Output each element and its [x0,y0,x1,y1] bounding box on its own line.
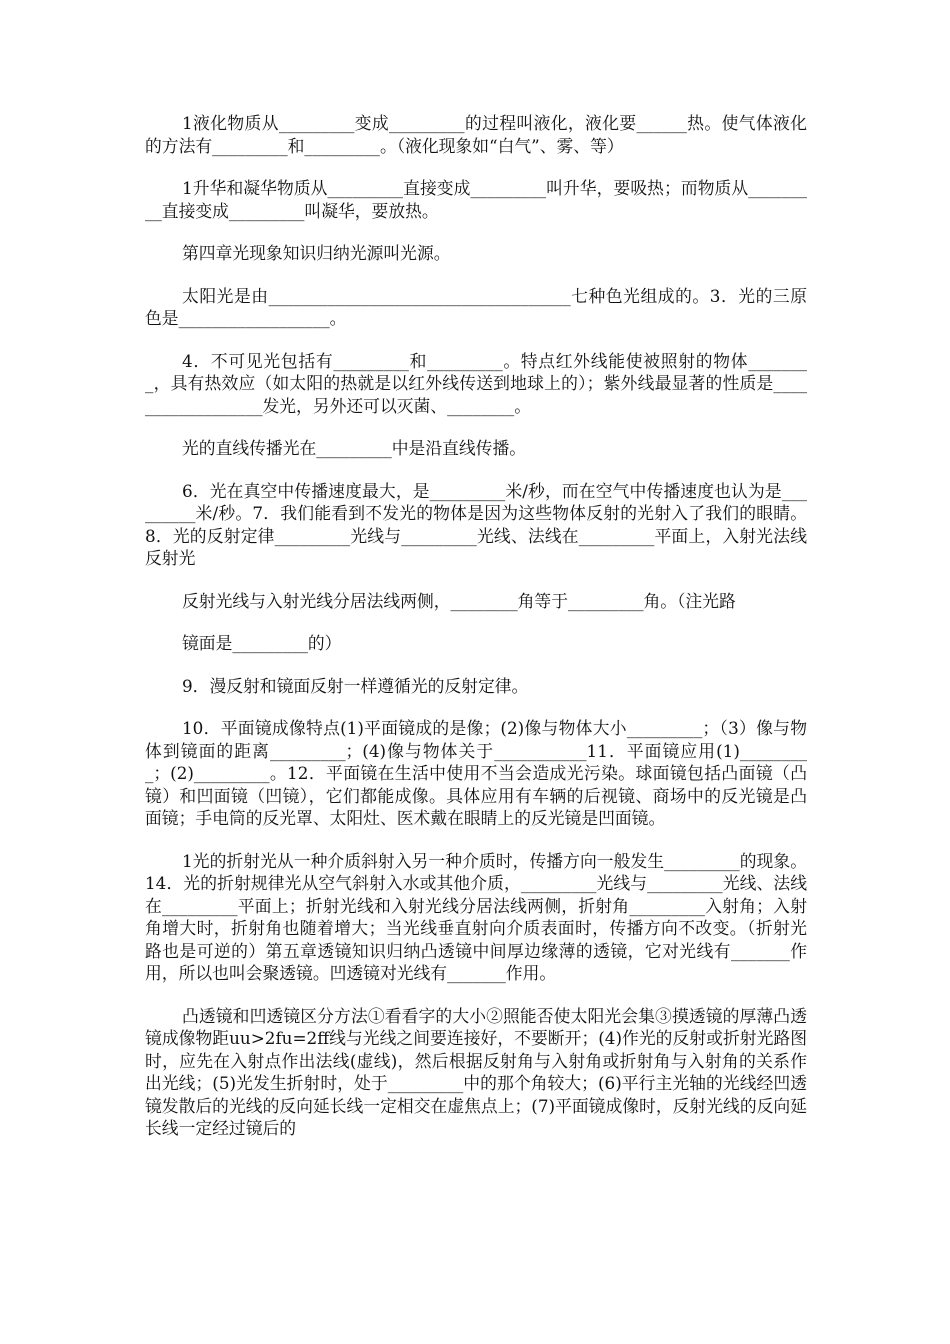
paragraph-light-speed-reflection: 6．光在真空中传播速度最大，是_________米/秒，而在空气中传播速度也认为是_________米/秒。7．我们能看到不发光的物体是因为这些物体反射的光射入了我们的眼睛。8．光的反射定律_________光线与_________光线、法线在_________平面上，入射光法线反射光 [145,480,807,568]
paragraph-diffuse-reflection: 9．漫反射和镜面反射一样遵循光的反射定律。 [182,675,529,696]
paragraph-invisible-light: 4．不可见光包括有_________和_________。特点红外线能使被照射的物体________，具有热效应（如太阳的热就是以红外线传送到地球上的）；紫外线最显著的性质是__________________发光，另外还可以灭菌、________。 [145,350,807,416]
paragraph-sunlight-colors: 太阳光是由____________________________________七种色光组成的。3．光的三原色是__________________。 [145,285,807,328]
paragraph-straight-propagation: 光的直线传播光在_________中是沿直线传播。 [182,438,527,458]
document-page [145,112,807,1160]
paragraph-liquefaction: 1液化物质从_________变成_________的过程叫液化，液化要______热。使气体液化的方法有_________和_________。（液化现象如“白气”、雾、等） [145,113,807,156]
paragraph-chapter4-light-source: 第四章光现象知识归纳光源叫光源。 [182,243,451,263]
paragraph-sublimation: 1升华和凝华物质从_________直接变成_________叫升华，要吸热；而物质从_________直接变成_________叫凝华，要放热。 [145,178,807,221]
paragraph-reflection-angles: 反射光线与入射光线分居法线两侧，________角等于_________角。（注光路 [182,590,736,611]
paragraph-refraction-lenses: 1光的折射光从一种介质斜射入另一种介质时，传播方向一般发生_________的现象。14．光的折射规律光从空气斜射入水或其他介质，_________光线与_________光线、法线在_________平面上；折射光线和入射光线分居法线两侧，折射角_________入射角；入射角增大时，折射角也随着增大；当光线垂直射向介质表面时，传播方向不改变。（折射光路也是可逆的）第五章透镜知识归纳凸透镜中间厚边缘薄的透镜，它对光线有_______作用，所以也叫会聚透镜。凹透镜对光线有_______作用。 [145,850,807,983]
paragraph-mirror-surface: 镜面是_________的） [182,633,342,653]
paragraph-plane-mirror: 10．平面镜成像特点(1)平面镜成的是像；(2)像与物体大小_________；（3）像与物体到镜面的距离_________；(4)像与物体关于___________11．平面镜应用(1)_________；(2)_________。12．平面镜在生活中使用不当会造成光污染。球面镜包括凸面镜（凸镜）和凹面镜（凹镜），它们都能成像。具体应用有车辆的后视镜、商场中的反光镜是凸面镜；手电筒的反光罩、太阳灶、医术戴在眼睛上的反光镜是凹面镜。 [145,718,807,828]
paragraph-lens-distinction: 凸透镜和凹透镜区分方法①看看字的大小②照能否使太阳光会集③摸透镜的厚薄凸透镜成像物距uu>2fu=2ff线与光线之间要连接好，不要断开；(4)作光的反射或折射光路图时，应先在入射点作出法线(虚线)，然后根据反射角与入射角或折射角与入射角的关系作出光线；(5)光发生折射时，处于_________中的那个角较大；(6)平行主光轴的光线经凹透镜发散后的光线的反向延长线一定相交在虚焦点上；(7)平面镜成像时，反射光线的反向延长线一定经过镜后的 [145,1005,807,1138]
